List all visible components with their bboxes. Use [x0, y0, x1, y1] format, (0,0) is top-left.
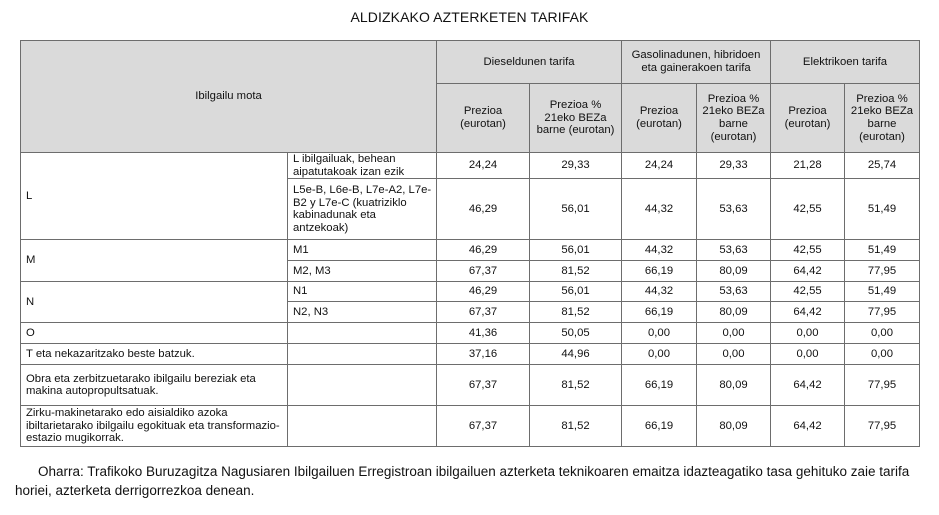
gasoline-tariff-header: Gasolinadunen, hibridoen eta gainerakoen tarifa: [622, 41, 771, 84]
value-cell: 42,55: [771, 179, 845, 240]
value-cell: 80,09: [697, 302, 771, 323]
table-row: [21, 240, 920, 261]
subcategory-cell: [288, 323, 437, 344]
value-cell: 56,01: [530, 240, 622, 261]
table-row: [21, 323, 920, 344]
value-cell: 81,52: [530, 365, 622, 406]
value-cell: 46,29: [437, 179, 530, 240]
value-cell: 64,42: [771, 302, 845, 323]
value-cell: 67,37: [437, 302, 530, 323]
category-cell: T eta nekazaritzako beste batzuk.: [21, 344, 288, 365]
value-cell: 64,42: [771, 365, 845, 406]
value-cell: 77,95: [845, 365, 920, 406]
subcategory-cell: N1: [288, 282, 437, 302]
price-header: Prezioa (eurotan): [437, 84, 530, 153]
table-row: [21, 282, 920, 302]
subcategory-cell: M2, M3: [288, 261, 437, 282]
value-cell: 67,37: [437, 365, 530, 406]
value-cell: 44,32: [622, 282, 697, 302]
value-cell: 66,19: [622, 406, 697, 447]
value-cell: 80,09: [697, 406, 771, 447]
subcategory-cell: [288, 365, 437, 406]
value-cell: 29,33: [530, 153, 622, 179]
vehicle-type-header: Ibilgailu mota: [21, 41, 437, 153]
price-vat-header: Prezioa % 21eko BEZa barne (eurotan): [530, 84, 622, 153]
value-cell: 24,24: [622, 153, 697, 179]
value-cell: 53,63: [697, 240, 771, 261]
value-cell: 77,95: [845, 406, 920, 447]
value-cell: 0,00: [622, 344, 697, 365]
value-cell: 37,16: [437, 344, 530, 365]
value-cell: 80,09: [697, 261, 771, 282]
value-cell: 81,52: [530, 261, 622, 282]
value-cell: 44,32: [622, 179, 697, 240]
electric-tariff-header: Elektrikoen tarifa: [771, 41, 920, 84]
value-cell: 81,52: [530, 406, 622, 447]
value-cell: 44,96: [530, 344, 622, 365]
footnote: [15, 462, 930, 500]
value-cell: 24,24: [437, 153, 530, 179]
value-cell: 53,63: [697, 179, 771, 240]
value-cell: 81,52: [530, 302, 622, 323]
value-cell: 42,55: [771, 282, 845, 302]
subcategory-cell: N2, N3: [288, 302, 437, 323]
value-cell: 64,42: [771, 261, 845, 282]
category-cell: N: [21, 282, 288, 323]
value-cell: 67,37: [437, 261, 530, 282]
value-cell: 53,63: [697, 282, 771, 302]
tariff-table: [20, 40, 920, 447]
subcategory-cell: [288, 406, 437, 447]
category-cell: L: [21, 153, 288, 240]
price-vat-header: Prezioa % 21eko BEZa barne (eurotan): [697, 84, 771, 153]
value-cell: 41,36: [437, 323, 530, 344]
footnote-text: Oharra: Trafikoko Buruzagitza Nagusiaren Ibilgailuen Erregistroan ibilgailuen azterketa teknikoaren emaitza idazteagatiko tasa gehituko zaie tarifa horiei, azterketa derrigorrezkoa denean.: [15, 464, 910, 498]
value-cell: 77,95: [845, 261, 920, 282]
table-row: [21, 365, 920, 406]
value-cell: 0,00: [697, 344, 771, 365]
value-cell: 0,00: [771, 323, 845, 344]
subcategory-cell: L ibilgailuak, behean aipatutakoak izan ezik: [288, 153, 437, 179]
subcategory-cell: M1: [288, 240, 437, 261]
value-cell: 66,19: [622, 365, 697, 406]
value-cell: 50,05: [530, 323, 622, 344]
value-cell: 56,01: [530, 179, 622, 240]
value-cell: 46,29: [437, 282, 530, 302]
value-cell: 51,49: [845, 282, 920, 302]
value-cell: 56,01: [530, 282, 622, 302]
price-header: Prezioa (eurotan): [771, 84, 845, 153]
value-cell: 0,00: [845, 344, 920, 365]
value-cell: 25,74: [845, 153, 920, 179]
subcategory-cell: [288, 344, 437, 365]
category-cell: O: [21, 323, 288, 344]
value-cell: 67,37: [437, 406, 530, 447]
price-vat-header: Prezioa % 21eko BEZa barne (eurotan): [845, 84, 920, 153]
price-header: Prezioa (eurotan): [622, 84, 697, 153]
value-cell: 80,09: [697, 365, 771, 406]
value-cell: 21,28: [771, 153, 845, 179]
value-cell: 51,49: [845, 179, 920, 240]
table-row: [21, 406, 920, 447]
table-row: [21, 153, 920, 179]
value-cell: 46,29: [437, 240, 530, 261]
value-cell: 29,33: [697, 153, 771, 179]
value-cell: 42,55: [771, 240, 845, 261]
category-cell: M: [21, 240, 288, 282]
value-cell: 0,00: [622, 323, 697, 344]
category-cell: Obra eta zerbitzuetarako ibilgailu bereziak eta makina autopropultsatuak.: [21, 365, 288, 406]
value-cell: 51,49: [845, 240, 920, 261]
value-cell: 66,19: [622, 261, 697, 282]
document-title: ALDIZKAKO AZTERKETEN TARIFAK: [350, 9, 589, 25]
category-cell: Zirku-makinetarako edo aisialdiko azoka ibiltarietarako ibilgailu egokituak eta transformazio-estazio mugikorrak.: [21, 406, 288, 447]
value-cell: 44,32: [622, 240, 697, 261]
value-cell: 66,19: [622, 302, 697, 323]
value-cell: 0,00: [845, 323, 920, 344]
table-row: [21, 344, 920, 365]
subcategory-cell: L5e-B, L6e-B, L7e-A2, L7e-B2 y L7e-C (kuatriziklo kabinadunak eta antzekoak): [288, 179, 437, 240]
value-cell: 0,00: [771, 344, 845, 365]
diesel-tariff-header: Dieseldunen tarifa: [437, 41, 622, 84]
value-cell: 77,95: [845, 302, 920, 323]
value-cell: 64,42: [771, 406, 845, 447]
value-cell: 0,00: [697, 323, 771, 344]
